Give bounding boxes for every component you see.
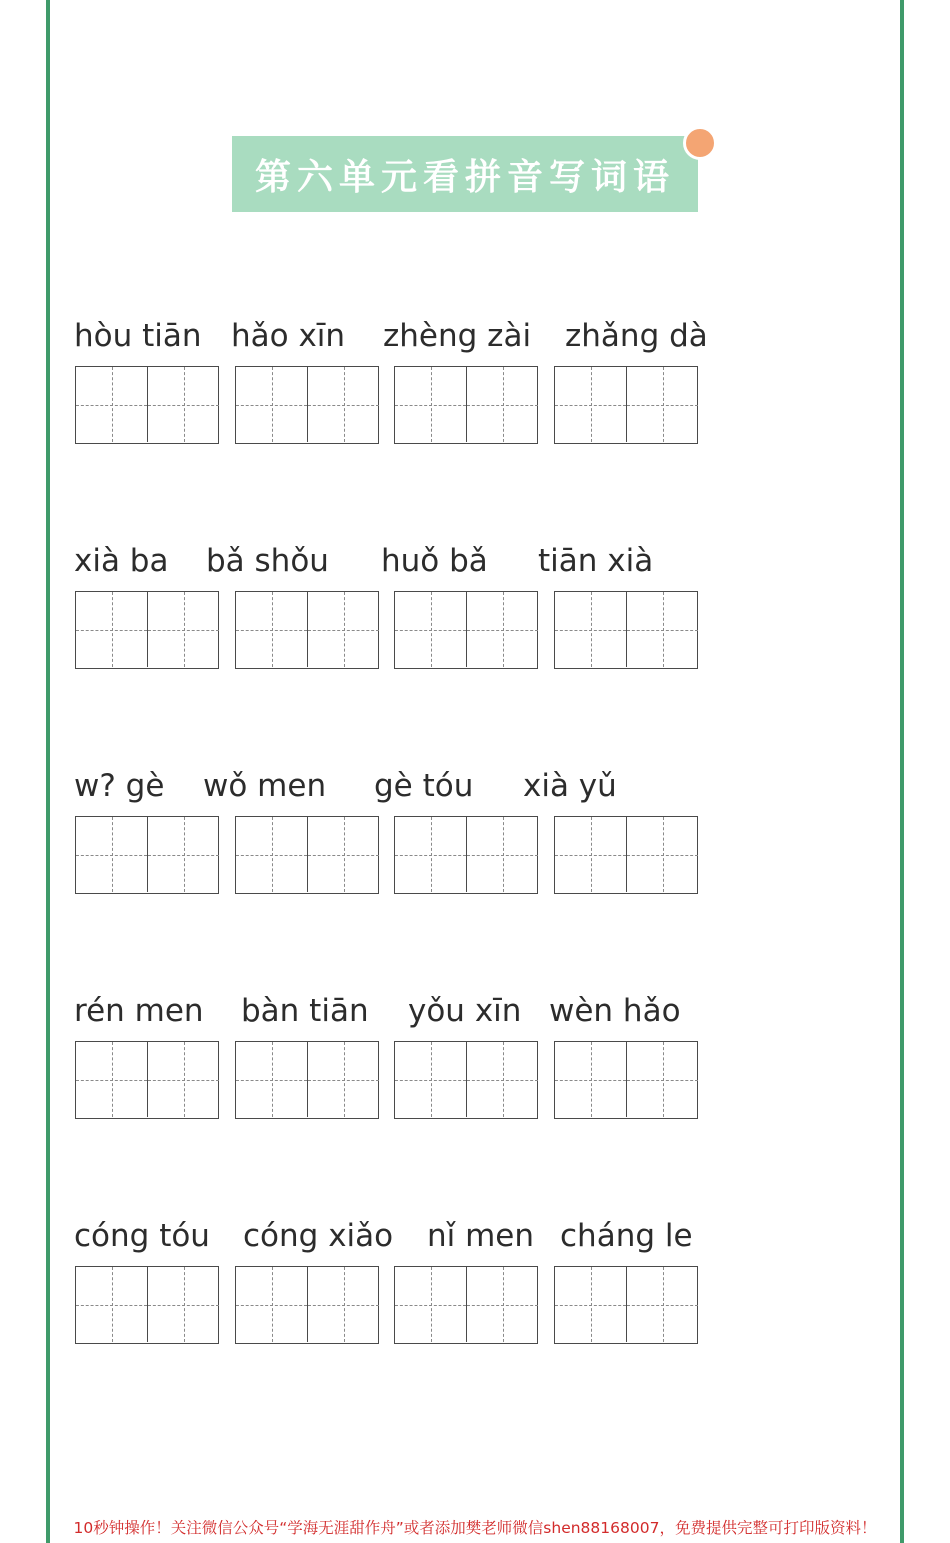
answer-grid[interactable]	[235, 366, 379, 444]
tianzige-cell[interactable]	[236, 367, 307, 442]
answer-grid[interactable]	[75, 366, 219, 444]
exercise-row-2	[0, 541, 950, 691]
tianzige-cell[interactable]	[76, 592, 147, 667]
tianzige-cell[interactable]	[626, 817, 698, 892]
exercise-row-5	[0, 1216, 950, 1366]
answer-grid[interactable]	[554, 366, 698, 444]
tianzige-cell[interactable]	[395, 592, 466, 667]
pinyin-prompt: cóng tóu	[74, 1218, 210, 1254]
tianzige-cell[interactable]	[466, 592, 538, 667]
tianzige-cell[interactable]	[307, 1042, 379, 1117]
tianzige-cell[interactable]	[307, 817, 379, 892]
answer-grid[interactable]	[554, 1266, 698, 1344]
tianzige-cell[interactable]	[555, 367, 626, 442]
answer-grid[interactable]	[235, 591, 379, 669]
tianzige-cell[interactable]	[626, 1267, 698, 1342]
answer-grid[interactable]	[394, 1041, 538, 1119]
tianzige-cell[interactable]	[236, 1042, 307, 1117]
tianzige-cell[interactable]	[307, 592, 379, 667]
tianzige-cell[interactable]	[395, 1042, 466, 1117]
exercise-row-3	[0, 766, 950, 916]
pinyin-prompt: yǒu xīn	[408, 993, 522, 1029]
title-banner-wrap	[232, 136, 698, 212]
tianzige-cell[interactable]	[466, 1267, 538, 1342]
answer-grid[interactable]	[394, 591, 538, 669]
answer-grid[interactable]	[75, 591, 219, 669]
decorative-dot-icon	[683, 126, 717, 160]
tianzige-cell[interactable]	[555, 1042, 626, 1117]
tianzige-cell[interactable]	[147, 817, 219, 892]
tianzige-cell[interactable]	[626, 1042, 698, 1117]
worksheet-title: 第六单元看拼音写词语	[232, 136, 698, 212]
tianzige-cell[interactable]	[236, 1267, 307, 1342]
footer-promo-text: 10秒钟操作！关注微信公众号“学海无涯甜作舟”或者添加樊老师微信shen88168007，免费提供完整可打印版资料！	[73, 1519, 877, 1537]
pinyin-prompt: nǐ men	[427, 1218, 535, 1254]
pinyin-prompt: huǒ bǎ	[381, 543, 488, 579]
pinyin-prompt: hǎo xīn	[231, 318, 346, 354]
answer-grid[interactable]	[394, 366, 538, 444]
pinyin-prompt: cóng xiǎo	[243, 1218, 394, 1254]
tianzige-cell[interactable]	[147, 1042, 219, 1117]
tianzige-cell[interactable]	[466, 817, 538, 892]
tianzige-cell[interactable]	[395, 1267, 466, 1342]
pinyin-prompt: bǎ shǒu	[206, 543, 329, 579]
pinyin-prompt: w? gè	[74, 768, 165, 804]
answer-grid[interactable]	[394, 816, 538, 894]
pinyin-prompt: tiān xià	[538, 543, 654, 579]
answer-grid[interactable]	[394, 1266, 538, 1344]
exercise-row-1	[0, 316, 950, 466]
tianzige-cell[interactable]	[76, 1042, 147, 1117]
pinyin-prompt: gè tóu	[374, 768, 474, 804]
tianzige-cell[interactable]	[395, 817, 466, 892]
answer-grid[interactable]	[554, 1041, 698, 1119]
pinyin-prompt: cháng le	[560, 1218, 693, 1254]
tianzige-cell[interactable]	[555, 817, 626, 892]
tianzige-cell[interactable]	[147, 592, 219, 667]
pinyin-prompt: hòu tiān	[74, 318, 202, 354]
pinyin-prompt: zhèng zài	[383, 318, 532, 354]
tianzige-cell[interactable]	[76, 1267, 147, 1342]
tianzige-cell[interactable]	[147, 1267, 219, 1342]
answer-grid[interactable]	[75, 816, 219, 894]
tianzige-cell[interactable]	[555, 1267, 626, 1342]
tianzige-cell[interactable]	[626, 367, 698, 442]
tianzige-cell[interactable]	[76, 367, 147, 442]
tianzige-cell[interactable]	[147, 367, 219, 442]
answer-grid[interactable]	[75, 1041, 219, 1119]
answer-grid[interactable]	[235, 1266, 379, 1344]
tianzige-cell[interactable]	[236, 817, 307, 892]
pinyin-prompt: zhǎng dà	[565, 318, 708, 354]
exercise-row-4	[0, 991, 950, 1141]
tianzige-cell[interactable]	[307, 367, 379, 442]
answer-grid[interactable]	[554, 591, 698, 669]
tianzige-cell[interactable]	[466, 1042, 538, 1117]
tianzige-cell[interactable]	[466, 367, 538, 442]
pinyin-prompt: wèn hǎo	[549, 993, 681, 1029]
pinyin-prompt: wǒ men	[203, 768, 327, 804]
answer-grid[interactable]	[235, 816, 379, 894]
pinyin-prompt: xià yǔ	[523, 768, 617, 804]
answer-grid[interactable]	[554, 816, 698, 894]
tianzige-cell[interactable]	[555, 592, 626, 667]
pinyin-prompt: bàn tiān	[241, 993, 369, 1029]
tianzige-cell[interactable]	[76, 817, 147, 892]
pinyin-prompt: xià ba	[74, 543, 169, 579]
answer-grid[interactable]	[235, 1041, 379, 1119]
tianzige-cell[interactable]	[626, 592, 698, 667]
tianzige-cell[interactable]	[307, 1267, 379, 1342]
pinyin-prompt: rén men	[74, 993, 204, 1029]
tianzige-cell[interactable]	[236, 592, 307, 667]
answer-grid[interactable]	[75, 1266, 219, 1344]
tianzige-cell[interactable]	[395, 367, 466, 442]
